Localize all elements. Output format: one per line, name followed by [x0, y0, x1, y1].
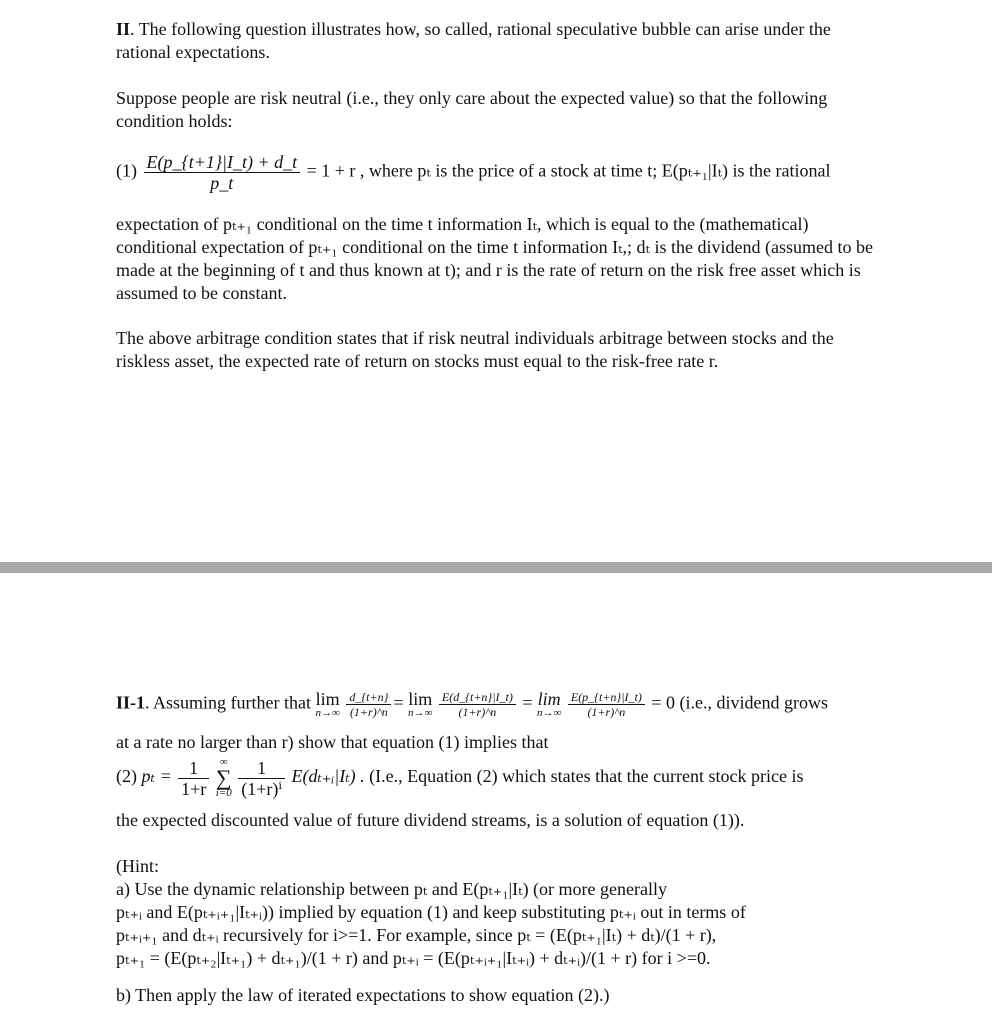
ii1-second-line: at a rate no larger than r) show that equation (1) implies that [116, 732, 549, 752]
limit-1: lim n→∞ [315, 688, 340, 719]
equation-1-line [116, 152, 886, 193]
hint-block [116, 855, 886, 1007]
eq1-denominator: p_t [210, 173, 234, 193]
limit-2: lim n→∞ [408, 688, 433, 719]
page-divider [0, 562, 992, 573]
eq1-fraction [144, 152, 301, 193]
hint-a-line-3: pₜ₊ᵢ₊₁ and dₜ₊ᵢ recursively for i>=1. For example, since pₜ = (E(pₜ₊₁|Iₜ) + dₜ)/(1 + r), [116, 925, 717, 945]
ii1-fourth-line: the expected discounted value of future dividend streams, is a solution of equation (1)). [116, 810, 745, 830]
hint-a-line-2: pₜ₊ᵢ and E(pₜ₊ᵢ₊₁|Iₜ₊ᵢ)) implied by equation (1) and keep substituting pₜ₊ᵢ out in terms of [116, 902, 746, 922]
limit-fraction-3: $\frac{E(p\_\{t+n\}|I\_t)}{(1+r)\^{}n}$ [568, 690, 645, 719]
section-ii-intro-text: . The following question illustrates how, so called, rational speculative bubble can arise under the rational expectations. [116, 19, 831, 62]
eq2-fraction-2: $\frac{1}{\text{(1+r)ⁱ}}$ [238, 758, 285, 799]
section-ii-intro [116, 18, 876, 64]
hint-a-line-1: a) Use the dynamic relationship between pₜ and E(pₜ₊₁|Iₜ) (or more generally [116, 879, 667, 899]
section-ii-label: II [116, 19, 131, 39]
limit-fraction-2: $\frac{E(d\_\{t+n\}|I\_t)}{(1+r)\^{}n}$ [439, 690, 516, 719]
section-ii-para1: Suppose people are risk neutral (i.e., they only care about the expected value) so that the following condition holds: [116, 88, 828, 131]
ii1-label: II-1 [116, 692, 146, 713]
section-ii-para3: The above arbitrage condition states that if risk neutral individuals arbitrage between stocks and the riskless asset, the expected rate of return on stocks must equal to the risk-free rate r. [116, 328, 834, 371]
equation-2-line: (2) pₜ = $\frac{1}{1+r}$ ∞ ∑ i=0 $\frac{1}{\text{(1+r)ⁱ}}$ E(dₜ₊ᵢ|Iₜ) . (I.e., Equation (2) which states that the current stock price is [116, 756, 804, 799]
summation: ∞ ∑ i=0 [215, 756, 232, 799]
eq1-rhs: = 1 + r , [306, 160, 365, 181]
eq1-description: where pₜ is the price of a stock at time t; E(pₜ₊₁|Iₜ) is the rational [368, 160, 831, 181]
limit-fraction-1: $\frac{d\_\{t+n\}}{(1+r)\^{}n}$ [346, 690, 391, 719]
hint-heading: (Hint: [116, 856, 159, 876]
eq1-label: (1) [116, 160, 137, 181]
section-ii-para2: expectation of pₜ₊₁ conditional on the time t information Iₜ, which is equal to the (mathematical) conditional expectation of pₜ₊₁ conditional on the time t information Iₜ,; dₜ is the dividend (assumed to be made at the beginning of t and thus known at t); and r is the rate of return on the risk free asset which is assumed to be constant. [116, 214, 873, 303]
eq2-fraction-1: $\frac{1}{1+r}$ [178, 758, 209, 799]
limit-3: lim n→∞ [537, 688, 562, 719]
ii1-first-line: II-1. Assuming further that lim n→∞ $\frac{d\_\{t+n\}}{(1+r)\^{}n}$ = lim n→∞ $\frac{E(d\_\{t+n\}|I\_t)}{(1+r)\^{}n}$ = lim n→∞ $\frac{E(p\_\{t+n\}|I\_t)}{(1+r)\^{}n}$ = 0 (i.e., dividend grows [116, 688, 828, 719]
eq2-label: (2) [116, 766, 137, 787]
eq1-numerator: E(p_{t+1}|I_t) + d_t [144, 152, 301, 173]
hint-a-line-4: pₜ₊₁ = (E(pₜ₊₂|Iₜ₊₁) + dₜ₊₁)/(1 + r) and pₜ₊ᵢ = (E(pₜ₊ᵢ₊₁|Iₜ₊ᵢ) + dₜ₊ᵢ)/(1 + r) for i >=0. [116, 948, 711, 968]
hint-b: b) Then apply the law of iterated expectations to show equation (2).) [116, 985, 610, 1005]
